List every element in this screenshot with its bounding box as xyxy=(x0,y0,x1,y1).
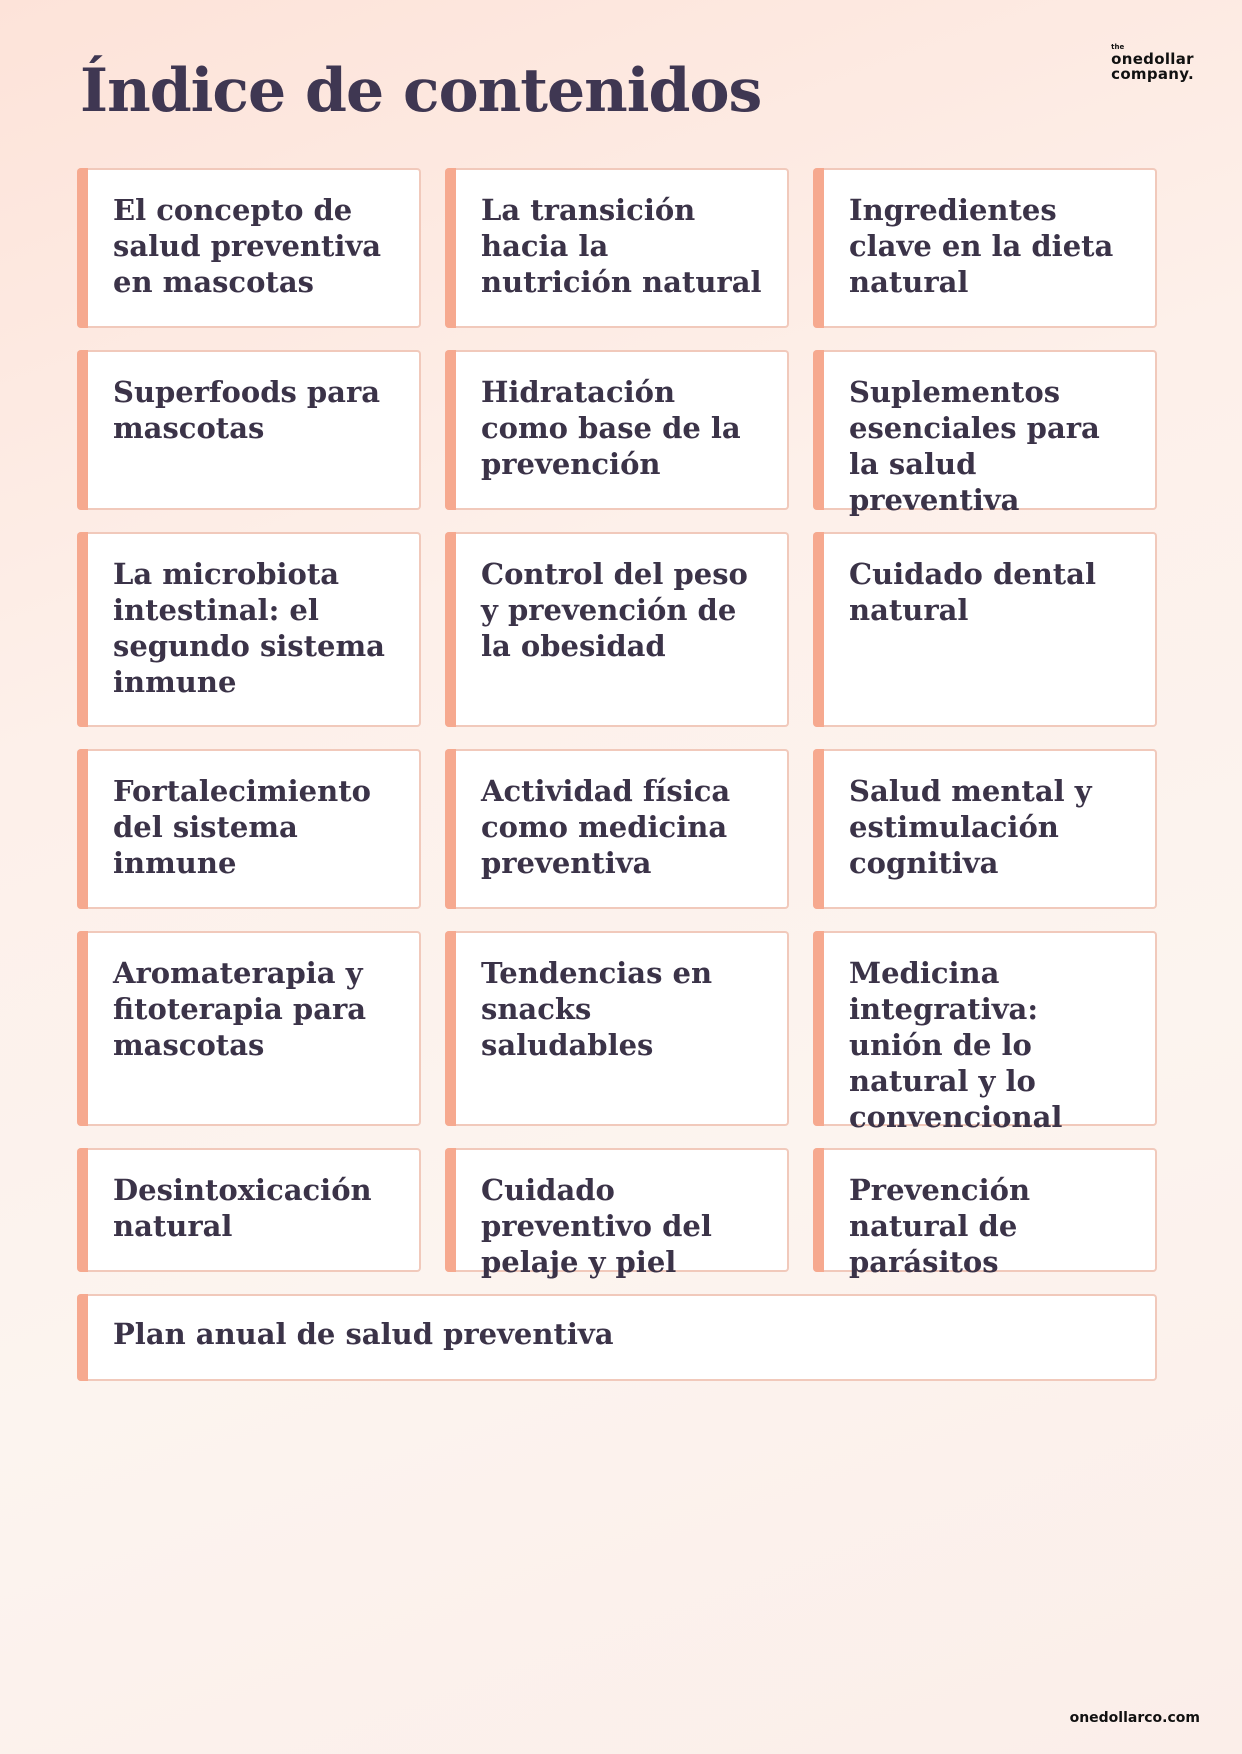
toc-item[interactable]: La transición hacia la nutrición natural xyxy=(445,168,789,328)
toc-item[interactable]: Medicina integrativa: unión de lo natural y lo convencional xyxy=(813,931,1157,1126)
brand-logo xyxy=(1111,44,1194,82)
toc-item[interactable]: Actividad física como medicina preventiva xyxy=(445,749,789,909)
toc-item[interactable]: Ingredientes clave en la dieta natural xyxy=(813,168,1157,328)
brand-logo-the: the xyxy=(1111,43,1125,51)
toc-item[interactable]: Control del peso y prevención de la obesidad xyxy=(445,532,789,727)
brand-logo-line1: onedollar xyxy=(1111,50,1194,68)
toc-item[interactable]: Tendencias en snacks saludables xyxy=(445,931,789,1126)
toc-item[interactable]: Fortalecimiento del sistema inmune xyxy=(77,749,421,909)
toc-item[interactable]: Aromaterapia y fitoterapia para mascotas xyxy=(77,931,421,1126)
toc-item[interactable]: Hidratación como base de la prevención xyxy=(445,350,789,510)
footer-url: onedollarco.com xyxy=(1069,1710,1200,1726)
toc-item[interactable]: El concepto de salud preventiva en mascotas xyxy=(77,168,421,328)
toc-item[interactable]: Prevención natural de parásitos xyxy=(813,1148,1157,1272)
toc-item[interactable]: Suplementos esenciales para la salud preventiva xyxy=(813,350,1157,510)
page-title: Índice de contenidos xyxy=(80,56,762,126)
toc-item[interactable]: Cuidado dental natural xyxy=(813,532,1157,727)
toc-item[interactable]: Plan anual de salud preventiva xyxy=(77,1294,1157,1381)
toc-item[interactable]: Desintoxicación natural xyxy=(77,1148,421,1272)
toc-item[interactable]: Cuidado preventivo del pelaje y piel xyxy=(445,1148,789,1272)
toc-item[interactable]: Superfoods para mascotas xyxy=(77,350,421,510)
toc-item[interactable]: La microbiota intestinal: el segundo sistema inmune xyxy=(77,532,421,727)
brand-logo-line2: company. xyxy=(1111,65,1194,83)
toc-item[interactable]: Salud mental y estimulación cognitiva xyxy=(813,749,1157,909)
toc-grid xyxy=(77,168,1160,1403)
